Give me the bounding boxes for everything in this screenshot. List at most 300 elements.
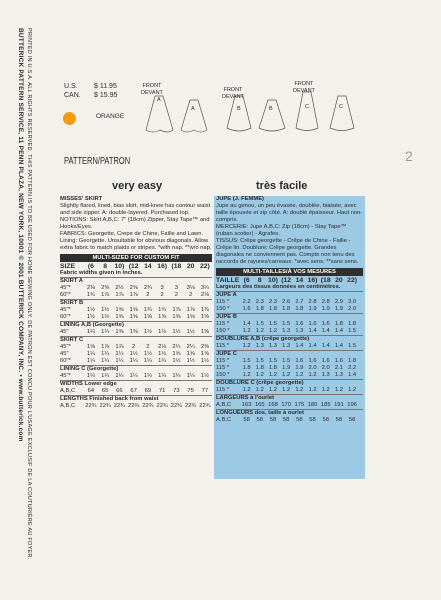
table-row [216, 306, 363, 313]
table-cell: 175 [294, 402, 305, 408]
table-cell: 185 [320, 402, 331, 408]
view-a-front-letter: A [157, 97, 161, 103]
table-cell: 1¼ [158, 373, 167, 379]
table-cell: 1⅝ [129, 314, 138, 320]
heading-fr: très facile [256, 180, 308, 192]
table-cell: 1.6 [308, 321, 317, 327]
legal-text: PRINTED IN U.S.A. ALL RIGHTS RESERVED. THIS PATTERN IS TO BE USED FOR HOME SEWING ONLY. DE PATRON EST CONCU POUR L'USAGE EXCLUSIF DE LA COUTURIÈRE AU FOYER. [26, 28, 32, 560]
company-text: BUTTERICK PATTERN SERVICE, 11 PENN PLAZA, NEW YORK, 10001 © 2001 BUTTERICK COMPANY, INC. • www.butterick.com [17, 28, 24, 442]
table-cell: 1¼ [86, 373, 95, 379]
table-cell: 1¼ [101, 358, 110, 364]
table-cell: 1.5 [282, 321, 291, 327]
yardage-table-en [60, 277, 212, 380]
desc-fr: Jupe au genou, un peu évasée, doublée, biaisée, avec taille épousée et zip côté. A: doublé épaisseur. Haut non-compris. [216, 203, 363, 223]
table-cell: 2.0 [321, 365, 330, 371]
table-cell: 2 [146, 344, 150, 350]
table-cell: 1.3 [321, 372, 330, 378]
table-cell: 64 [87, 388, 95, 394]
table-cell: 2.0 [308, 365, 317, 371]
bar-fr: MULTI-TAILLES/À VOS MESURES [216, 268, 363, 276]
bar-en: MULTI-SIZED FOR CUSTOM FIT [60, 254, 212, 262]
table-cell: 1.2 [242, 387, 251, 393]
table-cell: 1¼ [115, 373, 124, 379]
table-cell: 1¼ [101, 373, 110, 379]
table-cell: 66 [116, 388, 123, 394]
fabric-width: 45" [60, 351, 69, 357]
table-cell: 1.8 [255, 365, 264, 371]
table-cell: 2⅜ [101, 285, 110, 291]
fabric-width: 150 * [216, 328, 230, 334]
table-cell: 1¼ [86, 329, 95, 335]
fabric-width: 115 * [216, 358, 230, 364]
vertical-legal-text [10, 28, 32, 588]
table-cell: 22¾ [170, 403, 183, 409]
table-cell: 1½ [129, 351, 138, 357]
table-cell: 2⅝ [129, 285, 138, 291]
table-cell: 1.4 [334, 328, 343, 334]
table-cell: 1⅝ [158, 314, 167, 320]
view-a-back-letter: A [191, 106, 195, 112]
table-cell: 1¼ [101, 351, 110, 357]
table-cell: 1.6 [295, 321, 304, 327]
table-cell: 58 [335, 417, 343, 423]
table-cell: 2 [146, 292, 150, 298]
section-label: JUPE B [216, 313, 363, 321]
view-a-front-label: FRONT DEVANT [141, 83, 163, 96]
table-cell: 1.6 [242, 306, 251, 312]
table-cell: 1¾ [86, 292, 95, 298]
table-cell: 1.8 [268, 306, 277, 312]
fabric-width: 45"* [60, 285, 71, 291]
color-dot [63, 112, 76, 125]
table-cell: 163 [241, 402, 252, 408]
table-cell: 2¼ [172, 344, 181, 350]
table-cell: 1.8 [282, 306, 291, 312]
table-cell: 3⅛ [186, 285, 195, 291]
table-cell: 2 [132, 344, 136, 350]
table-cell: 2 [174, 292, 178, 298]
table-cell: 1.5 [282, 358, 291, 364]
table-cell: 1¼ [172, 373, 181, 379]
us-label: U.S. [64, 83, 78, 90]
table-cell: 1.9 [282, 365, 291, 371]
table-row [60, 344, 212, 351]
table-cell: 1.5 [255, 358, 264, 364]
fabric-width: 45"* [60, 344, 71, 350]
table-cell: 2.2 [242, 299, 251, 305]
table-cell: 2½ [115, 285, 124, 291]
table-row [60, 307, 212, 314]
widths-label-en: WIDTHS Lower edge [60, 380, 212, 388]
table-cell: 1½ [200, 358, 209, 364]
view-c-front-label: FRONT DEVANT [293, 81, 315, 94]
table-cell: 1.4 [308, 343, 317, 349]
table-cell: 1.4 [295, 343, 304, 349]
table-cell: 1¼ [115, 358, 124, 364]
table-cell: 1.4 [321, 328, 330, 334]
size-label-en: SIZE [60, 263, 76, 270]
section-label: LINING A,B (Georgette) [60, 321, 212, 329]
table-cell: 1.6 [321, 358, 330, 364]
table-cell: 1½ [101, 314, 110, 320]
table-cell: 58 [309, 417, 316, 423]
table-row [216, 321, 363, 328]
table-cell: 1⅝ [200, 351, 209, 357]
table-cell: 1¼ [115, 351, 124, 357]
table-cell: 1.4 [348, 372, 357, 378]
lengths-label-en: LENGTHS Finished back from waist [60, 395, 212, 403]
table-cell: 1.2 [255, 328, 264, 334]
table-cell: 1.9 [334, 306, 343, 312]
table-cell: 58 [269, 417, 277, 423]
table-cell: 1¼ [129, 358, 138, 364]
table-cell: 1.2 [282, 387, 291, 393]
table-cell: 1⅞ [200, 307, 209, 313]
table-row [60, 329, 212, 336]
table-cell: 1¼ [101, 329, 110, 335]
table-cell: 1⅞ [115, 344, 124, 350]
table-cell: 1¾ [143, 307, 152, 313]
table-cell: 1.2 [268, 387, 277, 393]
table-cell: 22¾ [85, 403, 97, 409]
size-label-fr: TAILLE [216, 277, 240, 284]
table-cell: 1.8 [242, 365, 251, 371]
view-sketches [135, 78, 365, 148]
table-cell: 2.2 [348, 365, 357, 371]
view-c-back-letter: C [339, 104, 343, 110]
table-cell: 1.2 [295, 372, 304, 378]
table-cell: 58 [322, 417, 329, 423]
table-cell: 1½ [186, 329, 195, 335]
table-cell: 1.5 [242, 358, 251, 364]
table-cell: 1⅞ [101, 292, 110, 298]
fabric-width: 45" [60, 329, 69, 335]
table-cell: 2.0 [348, 306, 357, 312]
table-cell: 1.2 [295, 387, 304, 393]
table-cell: 1½ [86, 314, 95, 320]
table-cell: 2.9 [334, 299, 343, 305]
table-cell: 67 [130, 388, 137, 394]
desc-en: Slightly flared, lined, bias skirt, mid-knee has contour waist and side zipper. A: double-layered. Purchased top. [60, 203, 211, 216]
table-cell: 1¼ [86, 358, 95, 364]
lengths-row-fr [216, 417, 363, 424]
table-cell: 58 [348, 417, 356, 423]
table-cell: 1.6 [308, 358, 317, 364]
row-label: A,B,C [216, 417, 232, 423]
table-cell: 168 [268, 402, 278, 408]
table-cell: 1⅝ [86, 344, 95, 350]
table-cell: 1.3 [282, 343, 291, 349]
price-block [64, 82, 117, 100]
table-cell: 22¾ [199, 403, 211, 409]
us-price: $ 11.95 [94, 83, 117, 90]
table-cell: 1.2 [268, 328, 277, 334]
fabric-width: 115 * [216, 299, 230, 305]
fabric-width: 150 * [216, 372, 230, 378]
table-row [216, 343, 363, 350]
table-cell: 1½ [158, 329, 167, 335]
table-cell: 1.2 [255, 372, 264, 378]
table-cell: 2.7 [295, 299, 304, 305]
table-cell: 1⅝ [186, 351, 195, 357]
table-cell: 22¾ [142, 403, 154, 409]
widths-row-en [60, 388, 212, 395]
table-cell: 2⅜ [200, 344, 209, 350]
table-cell: 1⅝ [172, 314, 181, 320]
table-cell: 191 [334, 402, 344, 408]
table-cell: 1.8 [268, 365, 277, 371]
lengths-row-en [60, 403, 212, 410]
color-name: ORANGE [96, 113, 125, 120]
table-cell: 1.5 [268, 321, 277, 327]
row-label: A,B,C [60, 388, 76, 394]
table-cell: 1.3 [255, 343, 264, 349]
fabric-width: 60"* [60, 292, 71, 298]
table-cell: 3 [174, 285, 178, 291]
table-cell: 73 [173, 388, 180, 394]
table-cell: 1½ [158, 351, 167, 357]
table-cell: 1⅞ [115, 292, 124, 298]
english-column [60, 196, 212, 410]
table-cell: 58 [282, 417, 290, 423]
fabric-note-en: Fabric widths given in inches. [60, 270, 143, 276]
french-column [214, 196, 365, 479]
table-cell: 1½ [172, 329, 181, 335]
title-en: MISSES' SKIRT [60, 196, 103, 202]
table-cell: 1⅞ [129, 292, 138, 298]
table-cell: 1.3 [295, 328, 304, 334]
table-cell: 1½ [143, 351, 152, 357]
section-label: JUPE C [216, 350, 363, 358]
table-cell: 22¾ [113, 403, 126, 409]
table-cell: 1.9 [295, 365, 304, 371]
table-cell: 1.4 [321, 343, 330, 349]
section-label: JUPE A [216, 291, 363, 299]
table-cell: 1.2 [308, 387, 317, 393]
table-cell: 1.2 [334, 387, 343, 393]
table-row [60, 292, 212, 299]
table-row [216, 387, 363, 394]
fabrics-fr: TISSUS: Crêpe georgette - Crêpe de Chine - Faille - Crêpe lin. Doublure: Crêpe georgette. Grandes diagonales ne conviennent pas. Compte non tenu des raccords de rayures/carreaux. *avec sens. **sans sens. [216, 238, 359, 265]
table-cell: 1.4 [308, 328, 317, 334]
table-cell: 1.5 [268, 358, 277, 364]
table-cell: 3.0 [348, 299, 357, 305]
table-cell: 1.2 [242, 343, 251, 349]
section-label: DOUBLURE A,B (crêpe georgette) [216, 335, 363, 343]
view-c-front-letter: C [305, 104, 309, 110]
table-cell: 2¾ [143, 285, 152, 291]
table-cell: 1.8 [348, 321, 357, 327]
table-cell: 2.8 [308, 299, 317, 305]
table-cell: 22¾ [156, 403, 168, 409]
table-cell: 180 [307, 402, 318, 408]
table-row [216, 372, 363, 379]
table-row [216, 358, 363, 365]
table-cell: 1⅜ [129, 329, 138, 335]
table-cell: 1½ [186, 358, 195, 364]
table-row [60, 358, 212, 365]
table-cell: 2⅜ [86, 285, 95, 291]
table-cell: 1.8 [295, 306, 304, 312]
fabrics-en: FABRICS: Georgette, Crepe de Chine, Faille and Lawn. Lining: Georgette. Unsuitable for obvious diagonals. Allow extra fabric to match plaids or stripes. *with nap. **w/o nap. [60, 231, 212, 251]
table-cell: 1⅝ [143, 314, 152, 320]
table-cell: 2.6 [282, 299, 291, 305]
table-row [216, 328, 363, 335]
table-cell: 1.2 [321, 387, 330, 393]
table-cell: 2.3 [255, 299, 264, 305]
table-cell: 1⅝ [115, 314, 124, 320]
can-price: $ 15.95 [94, 92, 118, 99]
size-row-en: SIZE (6 8 10) (12 14 16) (18 20 22) [60, 263, 210, 270]
table-cell: 165 [254, 402, 265, 408]
table-cell: 3 [160, 285, 164, 291]
table-cell: 1⅝ [200, 329, 209, 335]
table-cell: 2⅛ [158, 344, 167, 350]
view-b-front-label: FRONT DEVANT [222, 87, 244, 100]
fabric-width: 115 * [216, 365, 230, 371]
table-cell: 75 [187, 388, 194, 394]
table-cell: 58 [256, 417, 263, 423]
yardage-table-fr [216, 291, 363, 394]
table-cell: 1¼ [186, 373, 195, 379]
table-row [216, 365, 363, 372]
fabric-width: 115 * [216, 321, 230, 327]
table-cell: 2.1 [334, 365, 343, 371]
heading-en: very easy [112, 180, 163, 192]
table-cell: 22¾ [127, 403, 140, 409]
view-b-back-letter: B [269, 106, 273, 112]
table-cell: 58 [243, 417, 250, 423]
fabric-width: 45"* [60, 373, 71, 379]
table-cell: 1.4 [242, 321, 251, 327]
table-cell: 1.8 [334, 321, 343, 327]
table-cell: 1.2 [242, 328, 251, 334]
table-cell: 1.3 [282, 328, 291, 334]
table-cell: 1.9 [308, 306, 317, 312]
table-cell: 1.2 [282, 372, 291, 378]
fabric-width: 115 * [216, 387, 230, 393]
table-row [60, 351, 212, 358]
table-cell: 1.2 [255, 387, 264, 393]
section-label: DOUBLURE C (crêpe georgette) [216, 379, 363, 387]
table-cell: 2¼ [186, 344, 195, 350]
size-row-fr: TAILLE (6 8 10) (12 14 16) (18 20 22) [216, 277, 357, 284]
table-cell: 1¾ [158, 307, 167, 313]
table-cell: 1.5 [255, 321, 264, 327]
table-cell: 1⅞ [101, 344, 110, 350]
table-cell: 77 [201, 388, 209, 394]
table-cell: 1.6 [321, 321, 330, 327]
section-label: SKIRT B [60, 299, 212, 307]
table-cell: 3¼ [200, 285, 209, 291]
section-label: SKIRT C [60, 336, 212, 344]
lengths-label-fr: LONGUEURS dos, taille à ourlet [216, 409, 363, 417]
widths-row-fr [216, 402, 363, 409]
pattern-label: PATTERN/PATRON [64, 155, 131, 167]
table-cell: 1⅝ [172, 351, 181, 357]
table-cell: 1⅝ [200, 314, 209, 320]
table-row [60, 373, 212, 380]
table-cell: 65 [101, 388, 109, 394]
widths-label-fr: LARGEURS à l'ourlet [216, 394, 363, 402]
skirt-sketches [135, 78, 365, 148]
table-cell: 1½ [172, 358, 181, 364]
table-cell: 1⅜ [115, 329, 124, 335]
table-cell: 1⅞ [172, 307, 181, 313]
section-label: LINING C (Georgette) [60, 365, 212, 373]
notions-fr: MERCERIE: Jupe A,B,C: Zip (18cm) - Stay Tape™ (ruban scotier) - Agrafes. [216, 224, 347, 237]
table-cell: 2 [160, 292, 164, 298]
fabric-width: 60"* [60, 314, 71, 320]
table-cell: 1.6 [334, 358, 343, 364]
fabric-width: 115 * [216, 343, 230, 349]
table-cell: 2 [189, 292, 193, 298]
table-cell: 1¼ [158, 358, 167, 364]
table-cell: 1.2 [242, 372, 251, 378]
table-cell: 1⅝ [115, 307, 124, 313]
table-cell: 1½ [101, 307, 110, 313]
table-cell: 22¾ [99, 403, 111, 409]
table-cell: 1.2 [348, 387, 357, 393]
table-cell: 2.8 [321, 299, 330, 305]
table-cell: 1.8 [348, 358, 357, 364]
title-fr: JUPE (J. FEMME) [216, 196, 264, 202]
fabric-width: 45"* [60, 307, 71, 313]
table-cell: 1⅝ [129, 307, 138, 313]
table-cell: 1.3 [334, 372, 343, 378]
table-cell: 1½ [143, 329, 152, 335]
table-cell: 1.8 [255, 306, 264, 312]
table-cell: 1½ [200, 373, 209, 379]
table-cell: 1.9 [321, 306, 330, 312]
table-row [60, 285, 212, 292]
table-cell: 1.2 [268, 372, 277, 378]
table-cell: 1¼ [143, 358, 152, 364]
fabric-width: 150 * [216, 306, 230, 312]
table-cell: 22¾ [184, 403, 197, 409]
row-label: A,B,C [216, 402, 232, 408]
table-cell: 196 [347, 402, 357, 408]
table-cell: 2.3 [268, 299, 277, 305]
section-label: SKIRT A [60, 277, 212, 285]
table-cell: 1⅝ [186, 314, 195, 320]
fabric-note-fr: Largeurs des tissus données en centimètres. [216, 284, 341, 290]
table-cell: 2⅛ [200, 292, 209, 298]
table-cell: 1¼ [86, 351, 95, 357]
table-cell: 1.4 [334, 343, 343, 349]
table-cell: 1.3 [268, 343, 277, 349]
table-cell: 170 [281, 402, 291, 408]
fabric-width: 60"* [60, 358, 71, 364]
table-cell: 1.5 [348, 343, 357, 349]
view-b-front-letter: B [237, 106, 241, 112]
table-cell: 1.2 [308, 372, 317, 378]
table-cell: 1.6 [295, 358, 304, 364]
table-cell: 1⅞ [186, 307, 195, 313]
corner-number: 2 [405, 148, 413, 164]
table-cell: 58 [296, 417, 303, 423]
notions-en: NOTIONS: Skirt A,B,C: 7" (18cm) Zipper, Stay Tape™ and Hooks/Eyes. [60, 217, 210, 230]
can-label: CAN. [64, 92, 81, 99]
table-cell: 69 [144, 388, 152, 394]
table-row [60, 314, 212, 321]
row-label: A,B,C [60, 403, 76, 409]
table-cell: 1¼ [129, 373, 138, 379]
table-cell: 71 [158, 388, 166, 394]
table-row [216, 299, 363, 306]
table-cell: 1¼ [143, 373, 152, 379]
table-cell: 1½ [86, 307, 95, 313]
